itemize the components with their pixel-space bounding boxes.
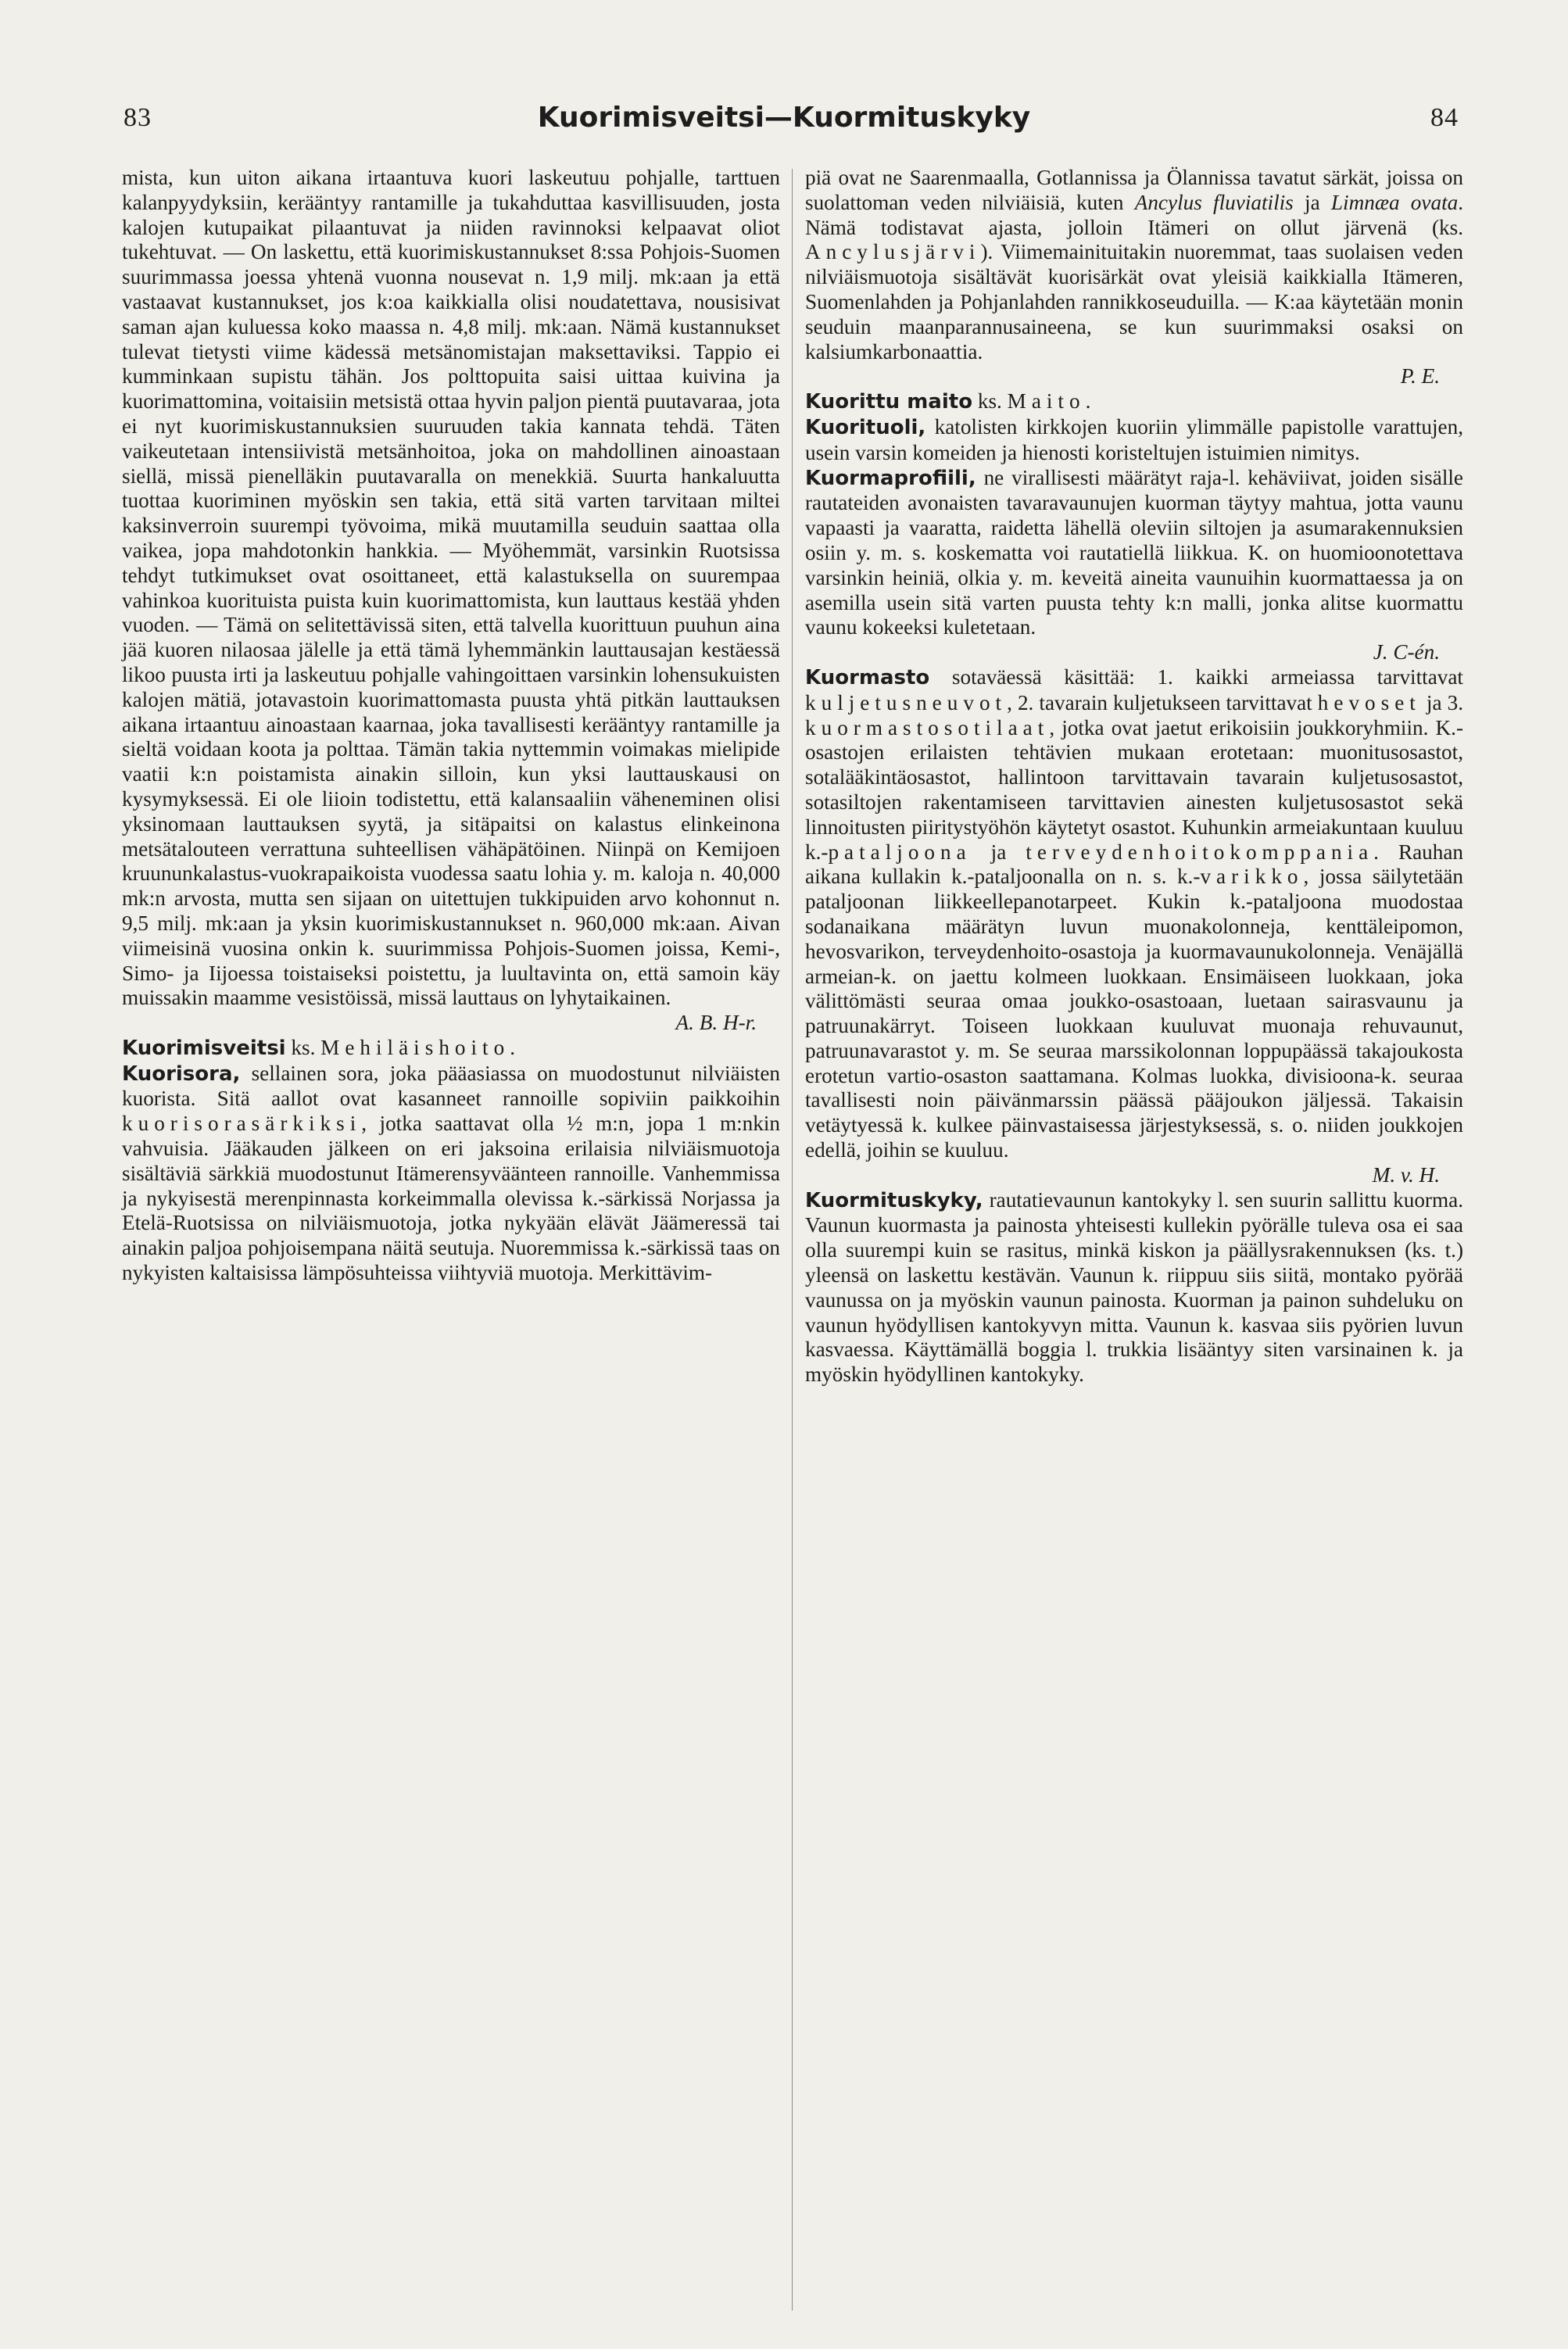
spaced-term: kuormastosotilaat [805,715,1050,739]
column-divider [792,169,793,2311]
cross-reference: Ancylusjärvi [805,240,981,264]
author-signature: A. B. H-r. [675,1011,757,1035]
entry-headword: Kuorimisveitsi [122,1036,286,1060]
author-signature: J. C-én. [1373,640,1440,664]
running-title: Kuorimisveitsi—Kuormituskyky [537,102,1031,134]
entry-text: . [1085,389,1091,414]
entry-text: , jotka saattavat olla ½ m:n, jopa 1 m:nkin vahvuisia. Jääkauden jälkeen on eri jaksoina erilaisia nilviäismuotoja sisältäviä särkkiä muodostunut Itämerensyväänteen rannoille. Vanhemmissa ja nykyisestä merenpinnasta korkeimmalla olevissa k.-särkissä Norjassa ja Etelä-Ruotsissa on nilviäismuotoja, jotka nykyään elävät Jäämeressä tai ainakin paljoa pohjoisempana näitä seutuja. Nuoremmissa k.-särkissä taas on nykyisten kaltaisissa lämpösuhteissa viihtyviä muotoja. Merkittävim- [122,1112,780,1285]
author-signature: P. E. [1400,364,1440,389]
entry-text: sotaväessä käsittää: 1. kaikki armeiassa tarvittavat [929,664,1463,689]
cross-reference: kuorisorasärkiksi [122,1112,362,1136]
entry-kuorittu-maito [805,389,1463,415]
entry-kuormituskyky [805,1188,1463,1388]
spaced-term: terveydenhoitokomppania [1026,840,1374,864]
entry-text: , jotka ovat jaetut erikoisiin joukkoryhmiin. K.-osastojen erilaisten tehtävien mukaan erotetaan: muonitusosastot, sotalääkintäosastot, hallintoon tarvittavain tavarain kuljetusosastot, sotasiltojen rakentamiseen tarvittavien ainesten kuljetusosastot sekä linnoitusten piiritystyöhön käytetyt osastot. Kuhunkin armeiakuntaan kuuluu k.- [805,715,1463,864]
spaced-term: pataljoona [828,840,972,864]
entry-headword: Kuorittu maito [805,390,973,414]
entry-text: katolisten kirkkojen kuoriin ylimmälle papistolle varattujen, usein varsin komeiden ja hienosti koristeltujen istuimien nimitys. [805,414,1463,464]
entry-text: ks. [972,389,1008,414]
entry-headword: Kuormaprofiili, [805,466,976,490]
entry-kuorisora [122,1062,780,1286]
entry-text: . Nämä todistavat ajasta, jolloin Itämeri on ollut järvenä (ks. [805,190,1464,239]
left-column [122,166,780,2339]
entry-headword: Kuorisora, [122,1062,241,1086]
entry-kuorisora-continued [805,166,1463,389]
entry-kuorimisveitsi [122,1036,780,1062]
species-name: Ancylus fluviatilis [1134,190,1294,214]
article-text: mista, kun uiton aikana irtaantuva kuori laskeutuu pohjalle, tarttuen kalanpyydyksiin, kerääntyy rantamille ja tukahduttaa kasvillisuuden, josta kalojen kutupaikat pilaantuvat ja niiden ravinnoksi kelpaavat oliot tukehtuvat. — On laskettu, että kuorimiskustannukset 8:ssa Pohjois-Suomen suurimmassa joessa yhtenä vuonna nousevat n. 1,9 milj. mk:aan ja että vastaavat kustannukset, jos k:oa kaikkialla olisi noudatettava, nousisivat saman ajan kuluessa koko maassa n. 4,8 milj. mk:aan. Nämä kustannukset tulevat tietysti viime kädessä metsänomistajan maksettaviksi. Tappio ei kumminkaan supistu tähän. Jos polttopuita saisi uittaa kuivina ja kuorimattomina, voitaisiin metsistä ottaa hyvin paljon pientä puutavaraa, jota ei nyt kuorimiskustannuksien suuruuden takia kannata tehdä. Täten vaikeutetaan intensiivistä metsänhoitoa, joka on mahdollinen ainoastaan siellä, missä pienelläkin puutavaralla on menekkiä. Suurta hankaluutta tuottaa kuoriminen myöskin sen takia, että sitä varten tarvitaan miltei kaksinverroin suurempi työvoima, mikä muutamilla seuduin saattaa olla vaikea, jopa mahdotonkin hankkia. — Myöhemmät, varsinkin Ruotsissa tehdyt tutkimukset ovat osoittaneet, että kalastuksella on suurempaa vahinkoa kuorituista puista kuin kuorimattomista, kun lauttaus kestää yhden vuoden. — Tämä on selitettävissä siten, että talvella kuorittuun puuhun aina jää kuoren nilaosaa jälelle ja että tämä lyhemmänkin lauttausajan kestäessä likoo puusta irti ja laskeutuu pohjalle vahingoittaen varsinkin lohensukuisten kalojen mätiä, jotavastoin kuorimattomasta puusta yhtä pitkän lauttauksen aikana irtaantuu ainoastaan kaarnaa, joka tavallisesti kerääntyy rantamille ja sieltä voidaan koota ja polttaa. Tämän takia nyttemmin voimakas mielipide vaatii k:n poistamista ainakin silloin, kun yksi lauttauskausi on kysymyksessä. Ei ole liioin todistettu, että kalansaaliin väheneminen olisi yksinomaan lauttauksen syytä, ja sitäpaitsi on kalastus elinkeinona metsätalouteen verrattuna suhteellisen vähäpätöinen. Niinpä on Kemijoen kruununkalastus-vuokrapaikoista vuodessa saatu lohia y. m. kaloja n. 40,000 mk:n arvosta, mutta sen sijaan on uitettujen tukkipuiden arvo kohonnut n. 9,5 milj. mk:aan ja yksin kuorimiskustannukset n. 960,000 mk:aan. Aivan viimeisinä vuosina onkin k. suurimmissa Pohjois-Suomen joissa, Kemi-, Simo- ja Iijoessa toistaiseksi poistettu, ja luultavinta on, että samoin käy muissakin maamme vesistöissä, missä lauttaus on lyhytaikainen. [122,166,780,1010]
page-header [0,103,1568,142]
entry-text: , jossa säilytetään pataljoonan liikkeellepanotarpeet. Kukin k.-pataljoona muodostaa sodanaikana määrätyn luvun muonakolonneja, kenttäleipomon, hevosvarikon, terveydenhoito-osastoja ja kuormavaunukolonneja. Venäjällä armeian-k. on jaettu kolmeen luokkaan. Ensimäiseen luokkaan, joka välittömästi seuraa omaa joukko-osastoaan, luetaan sairasvaunu ja patruunakärryt. Toiseen luokkaan kuuluvat muonaja rehuvaunut, patruunavarastot y. m. Se seuraa marssikolonnan loppupäässä takajoukosta erotetun vartio-osaston saattamana. Kolmas luokka, divisioona-k. seuraa tavallisesti noin päivänmarssin päässä pääjoukon jäljessä. Takaisin vetäytyessä k. kulkee päinvastaisessa järjestyksessä, s. o. niiden joukkojen edellä, joihin se kuuluu. [805,865,1463,1162]
entry-headword: Kuorituoli, [805,415,926,439]
species-name: Limnæa ovata [1330,190,1459,214]
entry-kuormaprofiili [805,466,1463,665]
cross-reference: Mehiläishoito [320,1035,510,1059]
entry-text: ks. [285,1035,321,1059]
entry-text: ne virallisesti määrätyt raja-l. kehäviivat, joiden sisälle rautateiden avonaisten tavaravaunujen kuorman täytyy mahtua, jotta vaunu vapaasti ja vaaratta, raidetta lähellä oleviin siltojen ja asumarakennuksien osiin y. m. s. koskematta voi rautatiellä liikkua. K. on huomioonotettava varsinkin heiniä, olkia y. m. keveitä aineita vaunuihin kuormattaessa ja on asemilla usein sitä varten puusta tehty k:n malli, jonka alitse kuormattu vaunu kokeeksi kuletetaan. [805,465,1463,639]
entry-text: piä ovat ne Saarenmaalla, Gotlannissa ja Ölannissa tavatut särkät, joissa on suolattoman veden nilviäisiä, kuten [805,166,1463,214]
cross-reference: Maito [1007,389,1086,414]
entry-text: ja 3. [1420,690,1464,714]
entry-kuorituoli [805,415,1463,466]
entry-headword: Kuormasto [805,665,930,689]
entry-text: ). Viimemainituitakin nuoremmat, taas suolaisen veden nilviäismuotoja sisältävät kuorisärkät ovat yleisiä kaikkialla Itämeren, Suomenlahden ja Pohjanlahden rannikkoseuduilla. — K:aa käytetään monin seuduin maanparannusaineena, se kun suurimmaksi osaksi on kalsiumkarbonaattia. [805,240,1463,363]
entry-text: ja [971,840,1026,864]
entry-text: sellainen sora, joka pääasiassa on muodostunut nilviäisten kuorista. Sitä aallot ovat kasanneet rannoille sopiviin paikkoihin [122,1061,780,1111]
entry-text: rautatievaunun kantokyky l. sen suurin sallittu kuorma. Vaunun kuormasta ja painosta yhteisesti kullekin pyörälle tuleva osa ei saa olla suurempi kuin se rasitus, minkä kiskon ja päällysrakennuksen (ks. t.) yleensä on laskettu kestävän. Vaunun k. riippuu siis siitä, montako pyörää vaunussa on ja myöskin vaunun painosta. Kuorman ja painon suhdeluku on vaunun hyödyllisen kantokyvyn mitta. Vaunun k. kasvaa siis pyörien luvun kasvaessa. Käyttämällä boggia l. trukkia lisääntyy siten varsinainen k. ja myöskin hyödyllinen kantokyky. [805,1187,1463,1387]
entry-text: , 2. tavarain kuljetukseen tarvittavat [1007,690,1318,714]
page-number-left: 83 [124,103,152,132]
author-signature: M. v. H. [1372,1162,1440,1187]
spaced-term: kuljetusneuvot [805,690,1008,714]
page-number-right: 84 [1430,103,1459,132]
entry-text: . Rauhan aikana kullakin k.-pataljoonalla on n. s. k.- [805,840,1463,889]
entry-text: . [510,1035,516,1059]
spaced-term: varikko [1200,865,1304,889]
right-column [805,166,1463,2339]
entry-text: ja [1293,190,1331,214]
spaced-term: hevoset [1317,690,1421,714]
article-kuorinta-continued [122,166,780,1036]
entry-kuormasto [805,665,1463,1188]
entry-headword: Kuormituskyky, [805,1188,983,1212]
